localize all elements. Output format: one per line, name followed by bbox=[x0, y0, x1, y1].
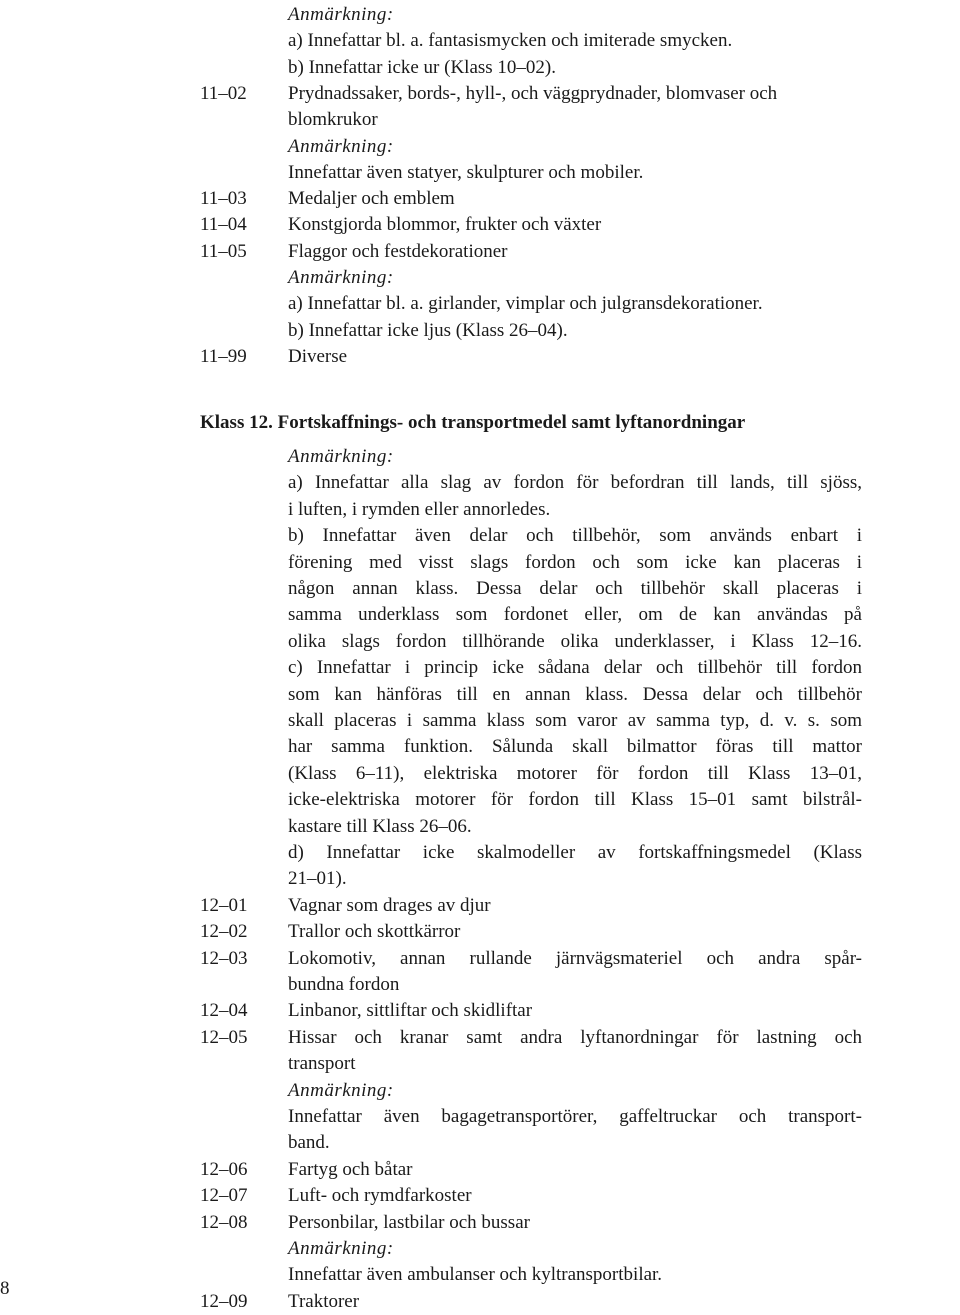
entry-text: Personbilar, lastbilar och bussar bbox=[288, 1211, 530, 1233]
entry-text: a) Innefattar bl. a. girlander, vimplar och julgransdekorationer. bbox=[288, 293, 763, 315]
entry-text: b) Innefattar även delar och tillbehör, som används enbart i bbox=[288, 525, 862, 547]
entry-text: 21–01). bbox=[288, 868, 347, 890]
entry-text: Traktorer bbox=[288, 1290, 360, 1312]
class-code: 11–04 bbox=[200, 214, 247, 236]
class-code: 12–06 bbox=[200, 1158, 248, 1180]
entry-text: som kan hänföras till en annan klass. Dessa delar och tillbehör bbox=[288, 683, 862, 705]
note-label: Anmärkning: bbox=[288, 267, 394, 288]
note-label: Anmärkning: bbox=[288, 135, 394, 157]
entry-text: transport bbox=[288, 1053, 356, 1075]
class-code: 12–02 bbox=[200, 921, 248, 943]
entry-text: Hissar och kranar samt andra lyftanordningar för lastning och bbox=[288, 1026, 862, 1048]
entry-text: band. bbox=[288, 1132, 330, 1154]
class-code: 11–02 bbox=[200, 82, 247, 104]
class-code: 12–08 bbox=[200, 1211, 248, 1233]
entry-text: skall placeras i samma klass som varor av samma typ, d. v. s. som bbox=[288, 710, 862, 731]
class-code: 12–04 bbox=[200, 1000, 248, 1022]
entry-text: Diverse bbox=[288, 345, 348, 367]
entry-text: a) Innefattar bl. a. fantasismycken och imiterade smycken. bbox=[288, 30, 733, 52]
entry-text: Fartyg och båtar bbox=[288, 1158, 413, 1180]
class-code: 11–03 bbox=[200, 188, 247, 210]
entry-text: i luften, i rymden eller annorledes. bbox=[288, 498, 551, 520]
entry-text: b) Innefattar icke ljus (Klass 26–04). bbox=[288, 319, 568, 341]
entry-text: någon annan klass. Dessa delar och tillbehör skall placeras i bbox=[288, 578, 862, 599]
entry-text: icke-elektriska motorer för fordon till Klass 15–01 samt bilstrål- bbox=[288, 789, 862, 811]
entry-text: c) Innefattar i princip icke sådana delar och tillbehör till fordon bbox=[288, 657, 862, 679]
class-code: 12–05 bbox=[200, 1026, 248, 1048]
entry-text: Innefattar även ambulanser och kyltransportbilar. bbox=[288, 1264, 663, 1286]
entry-text: kastare till Klass 26–06. bbox=[288, 815, 472, 837]
class-code: 11–99 bbox=[200, 345, 247, 367]
note-label: Anmärkning: bbox=[288, 4, 394, 25]
entry-text: Vagnar som drages av djur bbox=[288, 894, 491, 916]
entry-text: bundna fordon bbox=[288, 974, 400, 995]
entry-text: Konstgjorda blommor, frukter och växter bbox=[288, 214, 602, 236]
entry-text: Innefattar även statyer, skulpturer och mobiler. bbox=[288, 161, 644, 183]
entry-text: Luft- och rymdfarkoster bbox=[288, 1185, 472, 1207]
entry-text: Lokomotiv, annan rullande järnvägsmateriel och andra spår- bbox=[288, 947, 862, 969]
entry-text: a) Innefattar alla slag av fordon för befordran till lands, till sjöss, bbox=[288, 472, 862, 494]
class-code: 12–03 bbox=[200, 947, 248, 969]
note-label: Anmärkning: bbox=[288, 1079, 394, 1101]
entry-text: b) Innefattar icke ur (Klass 10–02). bbox=[288, 56, 557, 78]
note-label: Anmärkning: bbox=[288, 446, 394, 467]
entry-text: förening med visst slags fordon och som icke kan placeras i bbox=[288, 551, 862, 573]
note-label: Anmärkning: bbox=[288, 1238, 394, 1259]
entry-text: Flaggor och festdekorationer bbox=[288, 240, 508, 262]
entry-text: blomkrukor bbox=[288, 109, 378, 131]
entry-text: (Klass 6–11), elektriska motorer för fordon till Klass 13–01, bbox=[288, 762, 862, 784]
entry-text: Medaljer och emblem bbox=[288, 188, 455, 210]
entry-text: har samma funktion. Sålunda skall bilmattor föras till mattor bbox=[288, 736, 862, 758]
entry-text: d) Innefattar icke skalmodeller av fortskaffningsmedel (Klass bbox=[288, 842, 862, 863]
class-code: 12–01 bbox=[200, 894, 248, 916]
page-number: 8 bbox=[0, 1278, 10, 1299]
entry-text: Trallor och skottkärror bbox=[288, 921, 461, 943]
class-code: 12–09 bbox=[200, 1290, 248, 1312]
class-12-heading: Klass 12. Fortskaffnings- och transportmedel samt lyftanordningar bbox=[200, 412, 746, 433]
entry-text: Prydnadssaker, bords-, hyll-, och väggprydnader, blomvaser och bbox=[288, 82, 778, 104]
class-code: 12–07 bbox=[200, 1185, 248, 1207]
entry-text: Linbanor, sittliftar och skidliftar bbox=[288, 1000, 533, 1022]
class-code: 11–05 bbox=[200, 240, 247, 262]
entry-text: Innefattar även bagagetransportörer, gaffeltruckar och transport- bbox=[288, 1106, 862, 1127]
entry-text: samma underklass som fordonet eller, om de kan användas på bbox=[288, 604, 862, 626]
entry-text: olika slags fordon tillhörande olika underklasser, i Klass 12–16. bbox=[288, 630, 862, 652]
